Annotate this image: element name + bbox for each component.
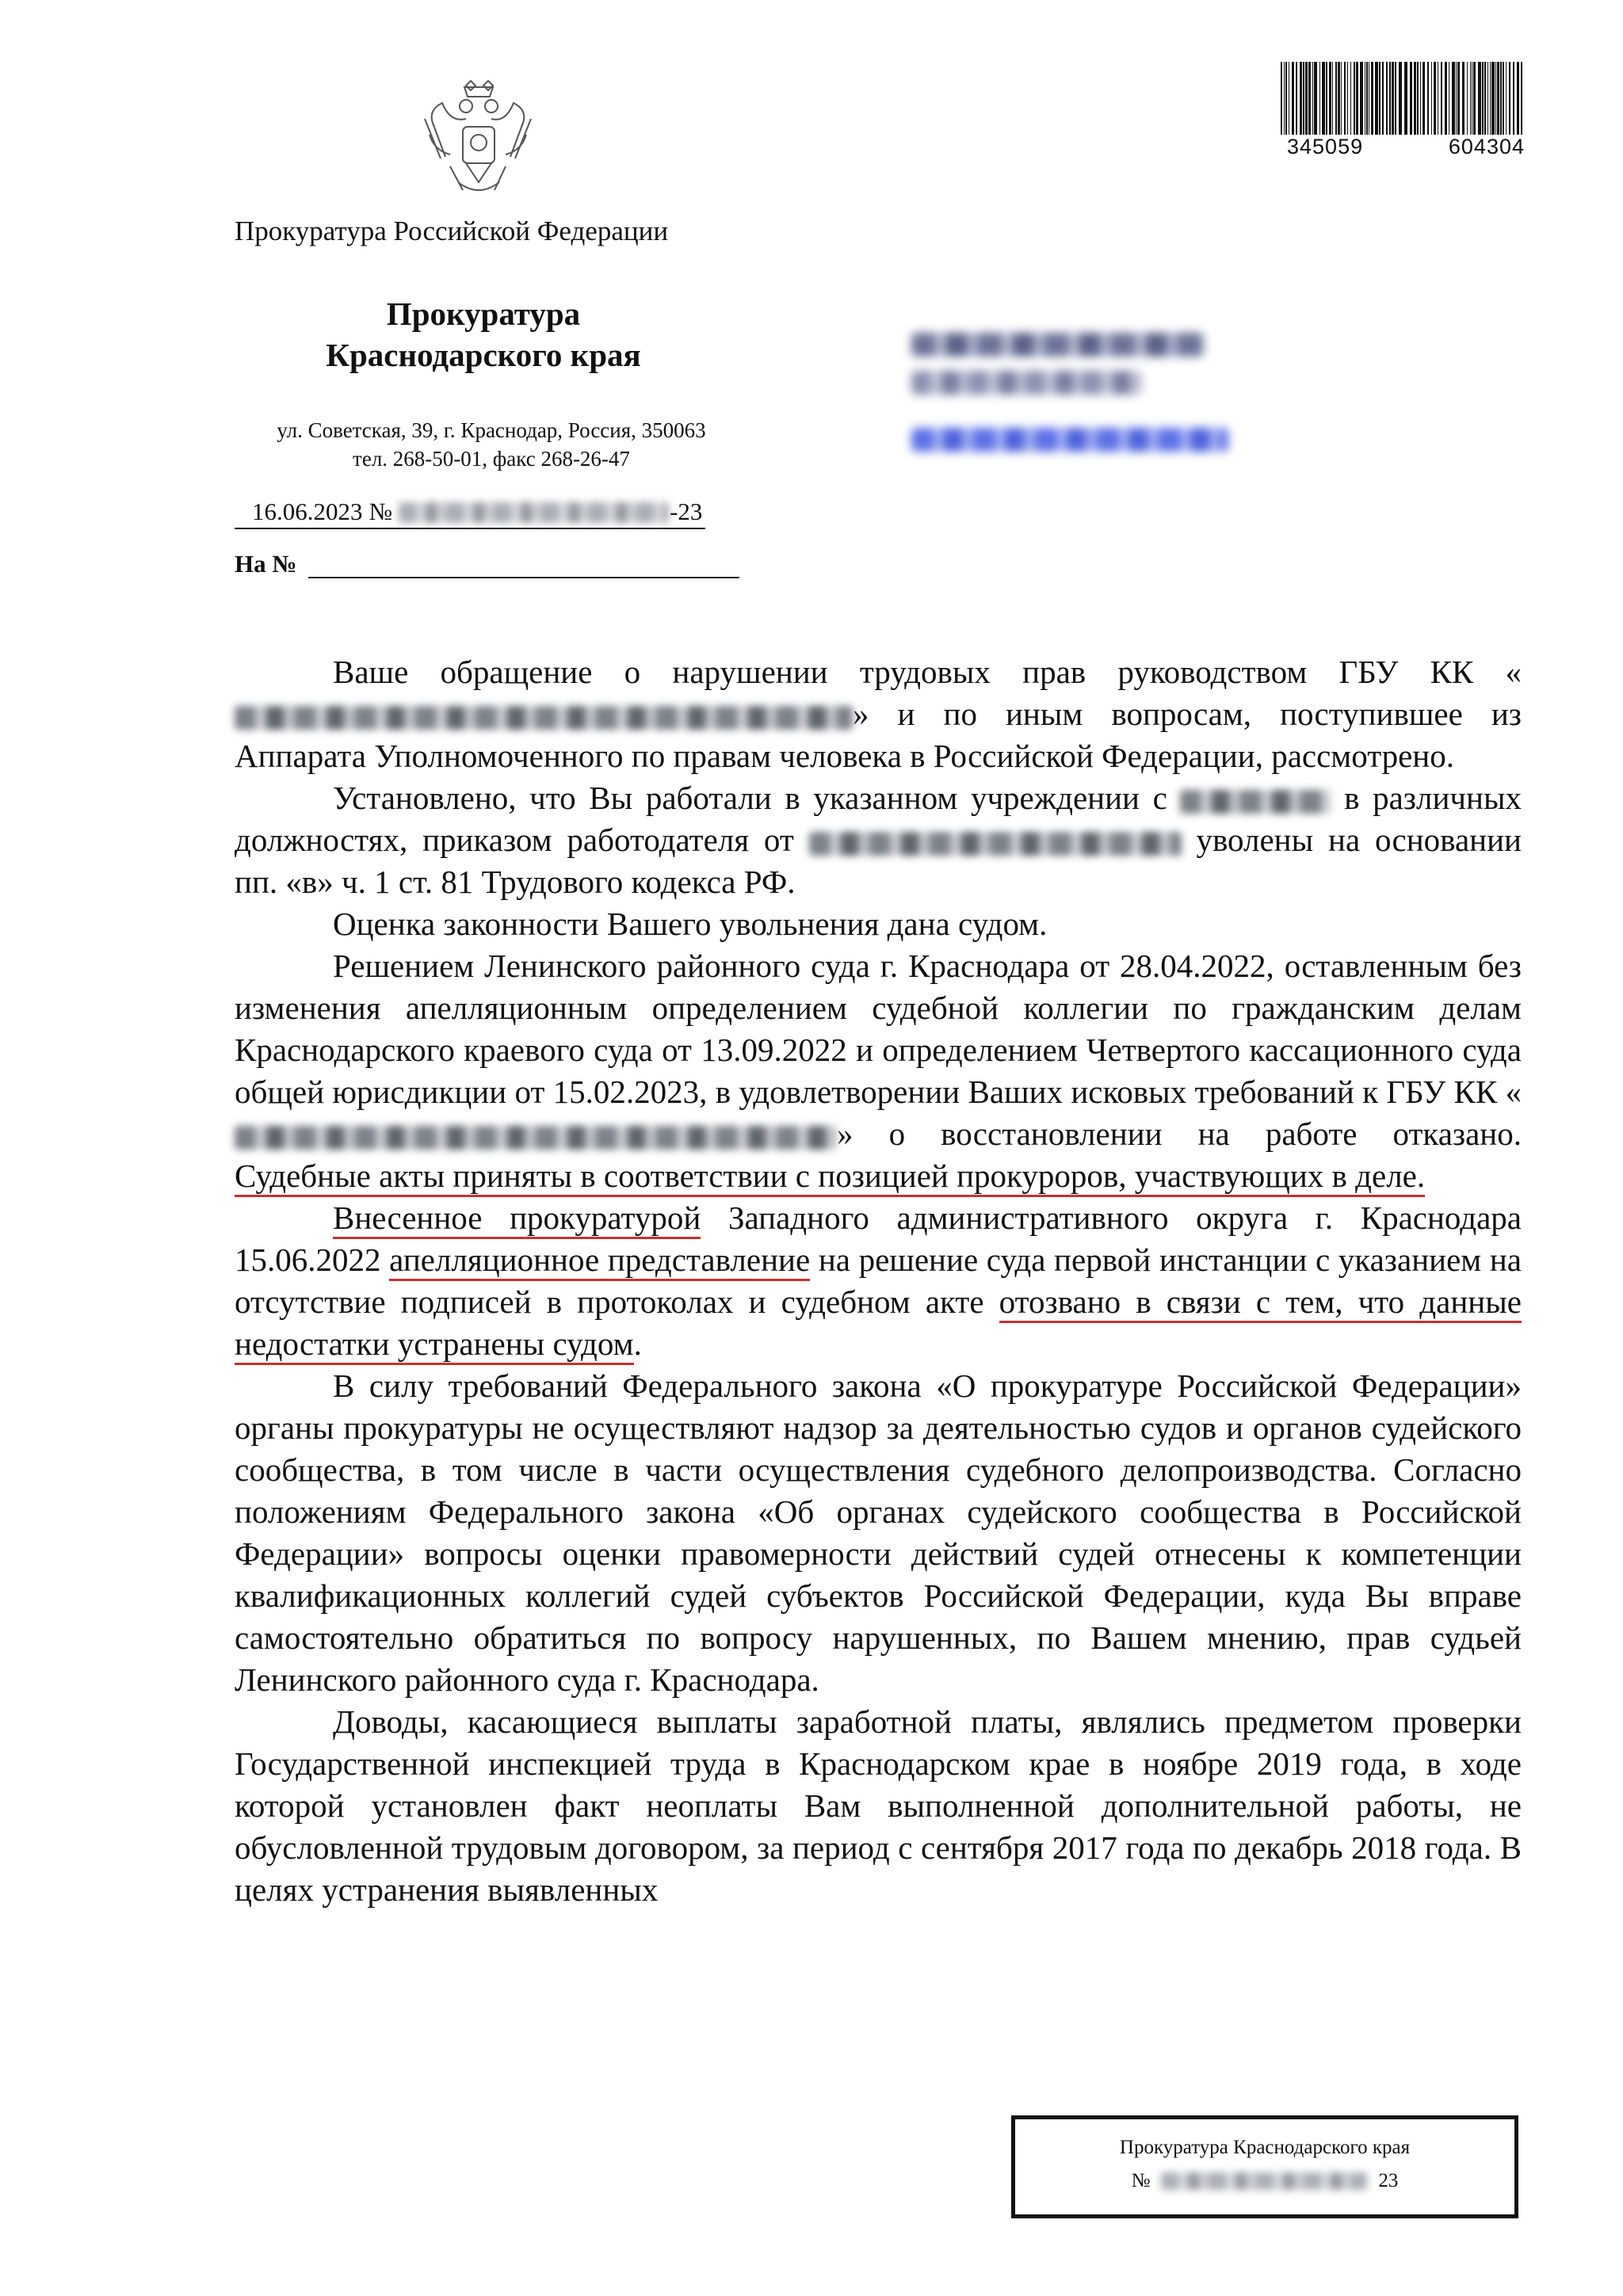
- barcode-bar: [1509, 62, 1510, 135]
- paragraph-5: [235, 1197, 1522, 1365]
- p5-underlined-e: отозвано в связи с тем, что данные недостатки устранены судом: [235, 1283, 1522, 1365]
- barcode-bar: [1314, 62, 1317, 135]
- barcode-bar: [1456, 62, 1457, 135]
- barcode-bar: [1338, 62, 1340, 135]
- barcode-bar: [1389, 62, 1391, 135]
- barcode-bar: [1495, 62, 1496, 135]
- registration-line: [235, 498, 705, 529]
- barcode-bar: [1431, 62, 1432, 135]
- reference-line: [235, 550, 739, 578]
- barcode-bar: [1506, 62, 1507, 135]
- number-label: №: [369, 498, 393, 525]
- p2-text-c: уволены на основании пп. «в» ч. 1 ст. 81 Трудового кодекса РФ.: [235, 822, 1522, 900]
- paragraph-1: [235, 651, 1522, 777]
- office-name: [269, 293, 697, 376]
- redacted-recipient-email: [911, 428, 1228, 452]
- barcode-bar: [1395, 62, 1396, 135]
- barcode-bar: [1379, 62, 1381, 135]
- barcode-bar: [1281, 62, 1282, 135]
- barcode-bar: [1392, 62, 1394, 135]
- barcode-bar: [1284, 62, 1285, 135]
- barcode-bar: [1404, 62, 1407, 135]
- barcode-bar: [1484, 62, 1486, 135]
- paragraph-6: В силу требований Федерального закона «О прокуратуре Российской Федерации» органы прокуратуры не осуществляют надзор за деятельностью судов и органов судейского сообщества, в том числе в части осуществления судебного делопроизводства. Согласно положениям Федерального закона «Об органах судейского сообщества в Российской Федерации» вопросы оценки правомерности действий судей отнесены к компетенции квалификационных коллегий судей субъектов Российской Федерации, куда Вы вправе самостоятельно обратиться по вопросу нарушенных, по Вашем мнению, прав судьей Ленинского районного суда г. Краснодара.: [235, 1367, 1522, 1698]
- barcode-numbers: [1287, 135, 1525, 159]
- office-name-line1: Прокуратура: [386, 296, 581, 332]
- office-name-line2: Краснодарского края: [326, 337, 641, 373]
- barcode-bar: [1517, 62, 1519, 135]
- barcode-bar: [1490, 62, 1491, 135]
- redacted-recipient-name-2: [911, 371, 1141, 395]
- barcode-bar: [1434, 62, 1436, 135]
- barcode-bar: [1344, 62, 1346, 135]
- redacted-number: [399, 502, 668, 523]
- barcode-bar: [1375, 62, 1378, 135]
- p5-text-f: .: [633, 1325, 642, 1362]
- barcode-bar: [1341, 62, 1342, 135]
- barcode-bar: [1410, 62, 1412, 135]
- barcode-bar: [1491, 62, 1495, 135]
- barcode-bar: [1386, 62, 1388, 135]
- barcode-bar: [1347, 62, 1348, 135]
- barcode-bar: [1500, 62, 1502, 135]
- p1-text-b: » и по иным вопросам, поступившее из Аппарата Уполномоченного по правам человека в Российской Федерации, рассмотрено.: [235, 696, 1522, 774]
- paragraph-4: [235, 945, 1522, 1197]
- barcode-bar: [1487, 62, 1488, 135]
- redacted-recipient-name: [911, 333, 1205, 357]
- barcode-bar: [1382, 62, 1384, 135]
- barcode-bar: [1423, 62, 1425, 135]
- document-number: [366, 498, 706, 529]
- barcode-bar: [1470, 62, 1471, 135]
- barcode-bar: [1356, 62, 1358, 135]
- barcode-bar: [1322, 62, 1325, 135]
- barcode-bar: [1462, 62, 1465, 135]
- barcode-bar: [1305, 62, 1308, 135]
- barcode-bar: [1497, 62, 1499, 135]
- barcode-bar: [1366, 62, 1368, 135]
- barcode-bar: [1427, 62, 1429, 135]
- barcode-bar: [1452, 62, 1455, 135]
- org-line: Прокуратура Российской Федерации: [235, 215, 669, 246]
- barcode-bar: [1332, 62, 1333, 135]
- barcode-right-digits: 604304: [1448, 135, 1525, 158]
- barcode-bar: [1300, 62, 1302, 135]
- p2-text-b: в различных должностях, приказом работодателя от: [235, 780, 1522, 858]
- barcode-bar: [1399, 62, 1402, 135]
- barcode-bar: [1371, 62, 1373, 135]
- stamp-number-line: [1015, 2170, 1514, 2192]
- stamp-number-suffix: 23: [1378, 2170, 1399, 2191]
- p5-underlined-c: апелляционное представление: [389, 1241, 810, 1281]
- barcode-bar: [1482, 62, 1484, 135]
- barcode-bar: [1473, 62, 1476, 135]
- barcode-bar: [1285, 62, 1287, 135]
- registration-stamp: [1011, 2115, 1518, 2218]
- barcode-bar: [1503, 62, 1504, 135]
- barcode-bar: [1420, 62, 1421, 135]
- barcode-bar: [1354, 62, 1355, 135]
- barcode-bar: [1292, 62, 1294, 135]
- barcode-bar: [1521, 62, 1522, 135]
- p2-text-a: Установлено, что Вы работали в указанном учреждении с: [333, 780, 1181, 816]
- barcode-bar: [1441, 62, 1442, 135]
- letter-body: [235, 651, 1522, 1911]
- address-line1: ул. Советская, 39, г. Краснодар, Россия, 350063: [277, 418, 706, 442]
- barcode-bar: [1457, 62, 1460, 135]
- barcode-bar: [1513, 62, 1514, 135]
- redacted-org-name: [235, 706, 853, 730]
- barcode-bar: [1303, 62, 1304, 135]
- stamp-office: Прокуратура Краснодарского края: [1119, 2137, 1411, 2158]
- p5-text-b: Западного административного округа г. Краснодара 15.06.2022: [235, 1199, 1522, 1278]
- p5-underlined-a: Внесенное прокуратурой: [333, 1199, 701, 1239]
- p4-text-b: » о восстановлении на работе отказано.: [837, 1116, 1522, 1152]
- redacted-stamp-number: [1161, 2172, 1367, 2190]
- barcode-bar: [1445, 62, 1447, 135]
- barcode-bar: [1308, 62, 1311, 135]
- address-phone-line: тел. 268-50-01, факс 268-26-47: [353, 447, 630, 471]
- stamp-number-label: №: [1131, 2170, 1151, 2191]
- p4-underlined: Судебные акты приняты в соответствии с позицией прокуроров, участвующих в деле.: [235, 1158, 1425, 1197]
- barcode-bar: [1360, 62, 1363, 135]
- p1-text-a: Ваше обращение о нарушении трудовых прав руководством ГБУ КК «: [333, 654, 1522, 690]
- office-address: [238, 416, 745, 473]
- barcode-bar: [1312, 62, 1313, 135]
- redacted-start-date: [1180, 790, 1331, 814]
- redacted-order-number: [809, 832, 1182, 856]
- paragraph-2: [235, 777, 1522, 903]
- p5-text-d: на решение суда первой инстанции с указанием на отсутствие подписей в протоколах и судебном акте: [235, 1241, 1522, 1320]
- barcode-bar: [1335, 62, 1337, 135]
- barcode: [1279, 62, 1525, 135]
- number-suffix: -23: [670, 498, 703, 525]
- barcode-bar: [1296, 62, 1297, 135]
- barcode-bar: [1319, 62, 1320, 135]
- paragraph-7: Доводы, касающиеся выплаты заработной платы, являлись предметом проверки Государственной инспекцией труда в Краснодарском крае в ноябре 2019 года, в ходе которой установлен факт неоплаты Вам выполненной дополнительной работы, не обусловленной трудовым договором, за период с сентября 2017 года по декабрь 2018 года. В целях устранения выявленных: [235, 1703, 1522, 1908]
- barcode-bar: [1414, 62, 1416, 135]
- redacted-org-name-2: [235, 1126, 837, 1150]
- barcode-bar: [1478, 62, 1481, 135]
- paragraph-3: Оценка законности Вашего увольнения дана судом.: [333, 906, 1048, 942]
- document-date: 16.06.2023: [235, 498, 366, 529]
- barcode-bar: [1326, 62, 1327, 135]
- barcode-bar: [1329, 62, 1331, 135]
- coat-of-arms-emblem: [418, 79, 537, 206]
- barcode-bar: [1417, 62, 1419, 135]
- reference-blank-line: [308, 553, 739, 578]
- barcode-bar: [1467, 62, 1468, 135]
- barcode-bar: [1350, 62, 1351, 135]
- barcode-left-digits: 345059: [1287, 135, 1364, 158]
- p4-text-a: Решением Ленинского районного суда г. Краснодара от 28.04.2022, оставленным без изменения апелляционным определением судебной коллегии по гражданским делам Краснодарского краевого суда от 13.09.2022 и определением Четвертого кассационного суда общей юрисдикции от 15.02.2023, в удовлетворении Ваших исковых требований к ГБУ КК «: [235, 948, 1522, 1110]
- reference-label: На №: [235, 550, 297, 578]
